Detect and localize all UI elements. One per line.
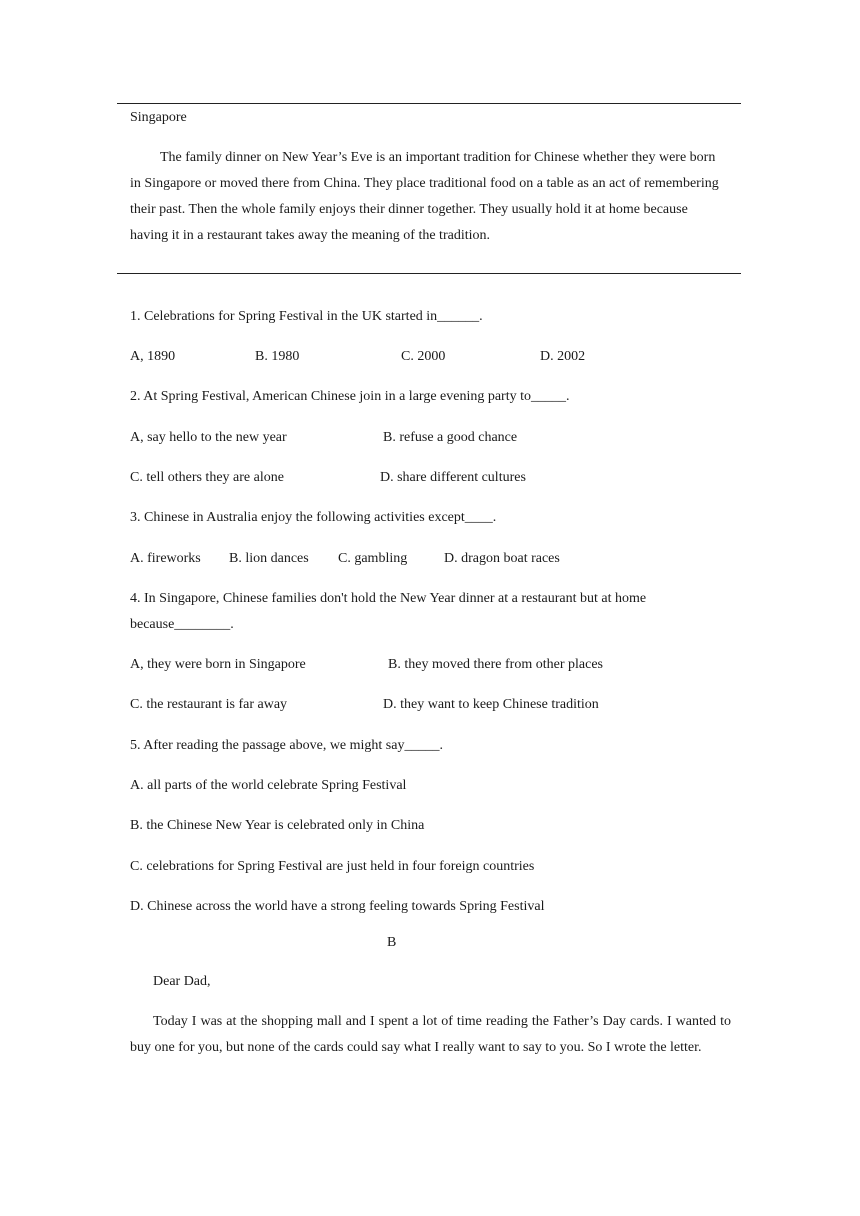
letter-paragraph: Today I was at the shopping mall and I spent a lot of time reading the Father’s Day cards. I wanted to buy one for you, but none of the cards could say what I really want to say to you. So I wrote the letter. <box>130 1014 731 1055</box>
question-4-option-c: C. the restaurant is far away <box>130 697 288 712</box>
question-5-option-c: C. celebrations for Spring Festival are just held in four foreign countries <box>130 859 535 874</box>
question-2-option-a: A, say hello to the new year <box>130 430 287 445</box>
question-3-option-a: A. fireworks <box>130 551 201 566</box>
box-top-rule <box>117 103 741 104</box>
box-paragraph: The family dinner on New Year’s Eve is an important tradition for Chinese whether they were born in Singapore or moved there from China. They place traditional food on a table as an act of remembering their past. Then the whole family enjoys their dinner together. They usually hold it at home because having it in a restaurant takes away the meaning of the tradition. <box>130 150 719 243</box>
question-4-option-d: D. they want to keep Chinese tradition <box>383 697 599 712</box>
question-5-option-b: B. the Chinese New Year is celebrated only in China <box>130 818 425 833</box>
box-heading: Singapore <box>130 110 187 125</box>
question-1-option-c: C. 2000 <box>401 349 446 364</box>
section-b-label: B <box>387 935 397 950</box>
question-5-option-a: A. all parts of the world celebrate Spring Festival <box>130 778 407 793</box>
question-2-stem: 2. At Spring Festival, American Chinese join in a large evening party to_____. <box>130 389 570 404</box>
question-4-option-b: B. they moved there from other places <box>388 657 603 672</box>
question-2-option-b: B. refuse a good chance <box>383 430 518 445</box>
question-4-option-a: A, they were born in Singapore <box>130 657 306 672</box>
question-1-option-a: A, 1890 <box>130 349 176 364</box>
question-1-stem: 1. Celebrations for Spring Festival in the UK started in______. <box>130 309 483 324</box>
question-3-option-c: C. gambling <box>338 551 408 566</box>
question-1-option-d: D. 2002 <box>540 349 586 364</box>
question-3-option-d: D. dragon boat races <box>444 551 560 566</box>
question-2-option-c: C. tell others they are alone <box>130 470 284 485</box>
question-3-stem: 3. Chinese in Australia enjoy the following activities except____. <box>130 510 497 525</box>
question-3-option-b: B. lion dances <box>229 551 309 566</box>
question-1-option-b: B. 1980 <box>255 349 300 364</box>
box-bottom-rule <box>117 273 741 274</box>
question-4-stem-line-2: because________. <box>130 617 234 632</box>
question-5-stem: 5. After reading the passage above, we might say_____. <box>130 738 443 753</box>
question-2-option-d: D. share different cultures <box>380 470 526 485</box>
question-5-option-d: D. Chinese across the world have a strong feeling towards Spring Festival <box>130 899 545 914</box>
letter-salutation: Dear Dad, <box>153 974 211 989</box>
question-4-stem-line-1: 4. In Singapore, Chinese families don't hold the New Year dinner at a restaurant but at home <box>130 591 647 606</box>
